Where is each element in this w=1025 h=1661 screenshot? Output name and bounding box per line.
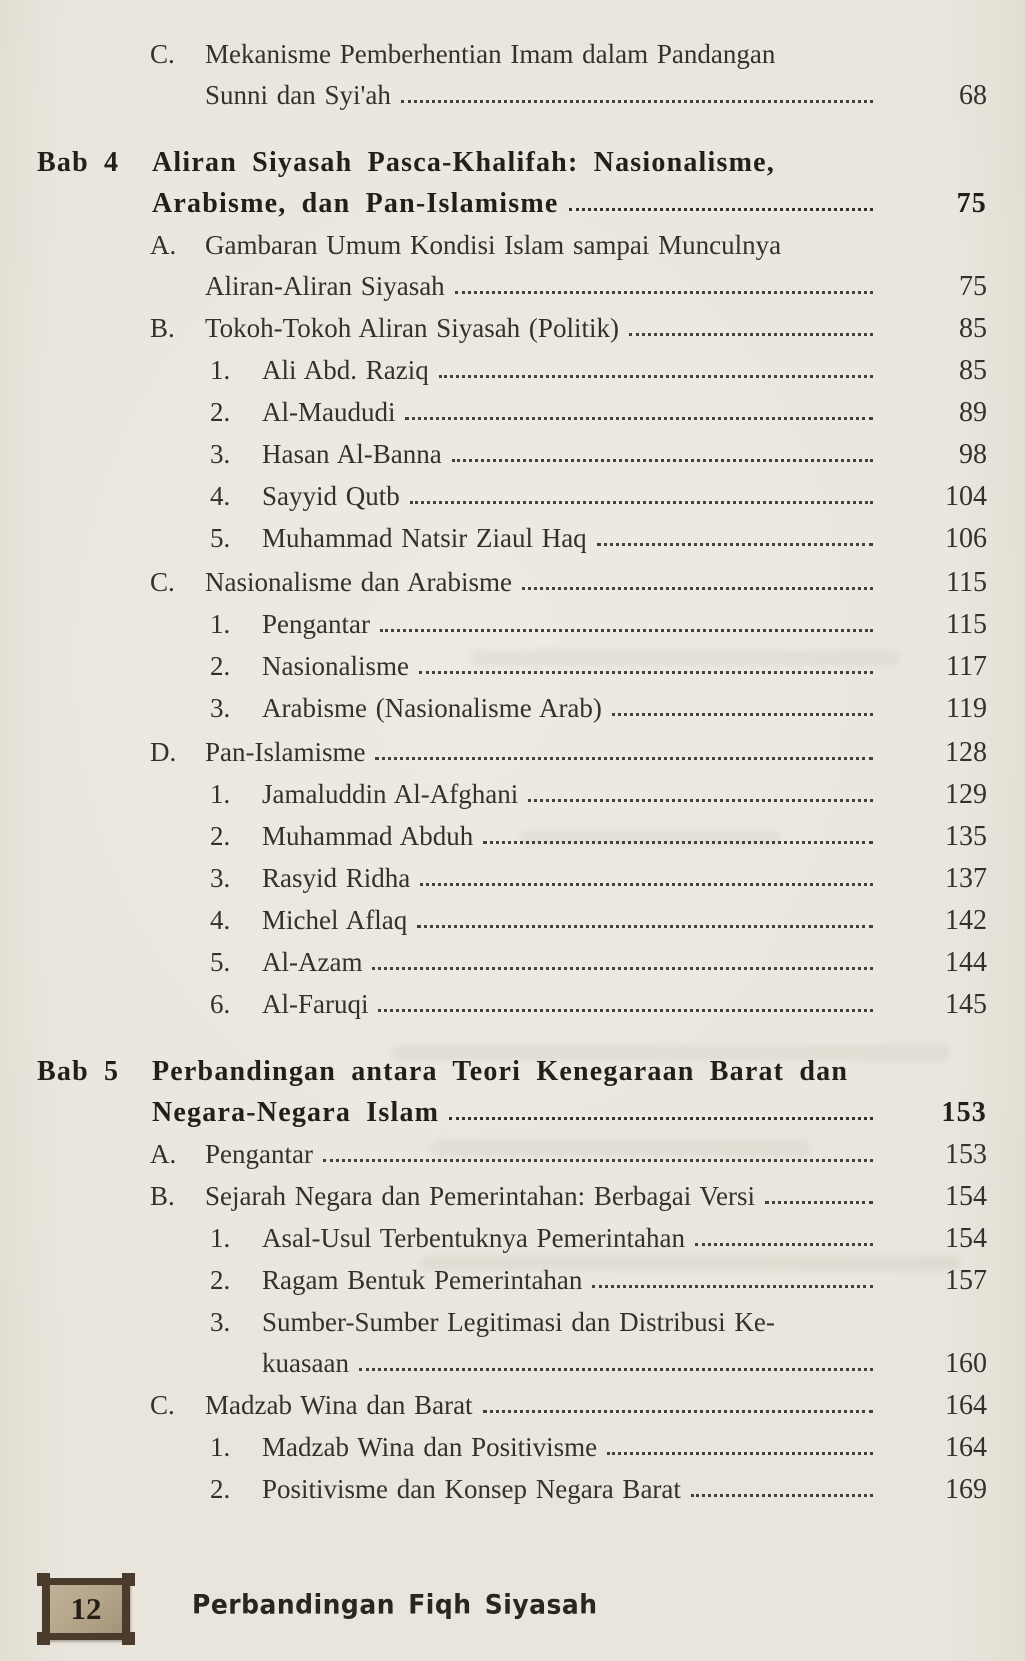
leader-dots bbox=[375, 757, 873, 760]
leader-dots bbox=[405, 417, 873, 420]
badge-corner-ornament bbox=[37, 1573, 50, 1586]
toc-marker: 3. bbox=[210, 1307, 231, 1337]
toc-row bbox=[37, 906, 987, 935]
badge-corner-ornament bbox=[37, 1632, 50, 1645]
toc-text: Pan-Islamisme bbox=[205, 737, 366, 767]
leader-dots bbox=[629, 333, 873, 336]
toc-marker: B. bbox=[150, 313, 175, 343]
page-number-badge bbox=[42, 1578, 130, 1640]
toc-row bbox=[37, 1058, 987, 1086]
leader-dots bbox=[359, 1368, 873, 1371]
toc-row bbox=[37, 1433, 987, 1462]
toc-row bbox=[37, 1099, 987, 1127]
toc-page-number: 85 bbox=[959, 355, 987, 386]
book-title: Perbandingan Fiqh Siyasah bbox=[192, 1588, 598, 1621]
toc-page-number: 160 bbox=[945, 1348, 987, 1379]
toc-page-number: 75 bbox=[959, 271, 987, 302]
toc-row bbox=[37, 356, 987, 385]
toc-row bbox=[37, 524, 987, 553]
toc-text: Madzab Wina dan Positivisme bbox=[262, 1432, 598, 1462]
leader-dots bbox=[597, 543, 873, 546]
toc-page-number: 164 bbox=[945, 1390, 987, 1421]
leader-dots bbox=[695, 1243, 873, 1246]
toc-page-number: 68 bbox=[959, 80, 987, 111]
leader-dots bbox=[455, 291, 873, 294]
toc-row bbox=[37, 231, 987, 259]
toc-text: Ragam Bentuk Pemerintahan bbox=[262, 1265, 583, 1295]
toc-row bbox=[37, 864, 987, 893]
toc-marker: C. bbox=[150, 39, 175, 69]
toc-page-number: 106 bbox=[945, 523, 987, 554]
toc-text: Al-Faruqi bbox=[262, 989, 369, 1019]
leader-dots bbox=[592, 1285, 873, 1288]
toc-text: Pengantar bbox=[262, 609, 370, 639]
toc-marker: 3. bbox=[210, 863, 231, 893]
toc-page-number: 135 bbox=[945, 821, 987, 852]
toc-marker: 5. bbox=[210, 947, 231, 977]
toc-marker: 2. bbox=[210, 821, 231, 851]
toc-text: Negara-Negara Islam bbox=[152, 1097, 440, 1128]
toc-marker: 4. bbox=[210, 481, 231, 511]
toc-marker: D. bbox=[150, 737, 177, 767]
toc-text: Nasionalisme bbox=[262, 651, 409, 681]
toc-marker: 4. bbox=[210, 905, 231, 935]
toc-text: Arabisme (Nasionalisme Arab) bbox=[262, 693, 602, 723]
toc-text: Positivisme dan Konsep Negara Barat bbox=[262, 1474, 681, 1504]
leader-dots bbox=[410, 501, 873, 504]
leader-dots bbox=[378, 1009, 873, 1012]
toc-row bbox=[37, 1349, 987, 1378]
toc-row bbox=[37, 314, 987, 343]
toc-row bbox=[37, 948, 987, 977]
leader-dots bbox=[691, 1494, 873, 1497]
toc-row bbox=[37, 1140, 987, 1169]
leader-dots bbox=[528, 799, 873, 802]
toc-row bbox=[37, 738, 987, 767]
toc-row bbox=[37, 990, 987, 1019]
toc-text: Rasyid Ridha bbox=[262, 863, 411, 893]
leader-dots bbox=[417, 925, 873, 928]
leader-dots bbox=[449, 1117, 873, 1120]
toc-marker: 2. bbox=[210, 1265, 231, 1295]
leader-dots bbox=[569, 208, 873, 211]
toc-row bbox=[37, 694, 987, 723]
toc-text: Nasionalisme dan Arabisme bbox=[205, 567, 512, 597]
toc-row bbox=[37, 1308, 987, 1336]
leader-dots bbox=[372, 967, 873, 970]
badge-corner-ornament bbox=[122, 1632, 135, 1645]
toc-row bbox=[37, 1182, 987, 1211]
toc-text: Sayyid Qutb bbox=[262, 481, 400, 511]
toc-row bbox=[37, 1391, 987, 1420]
toc-page-number: 129 bbox=[945, 779, 987, 810]
toc-marker: 2. bbox=[210, 651, 231, 681]
toc-text: Aliran Siyasah Pasca-Khalifah: Nasionalisme, bbox=[152, 147, 775, 178]
toc-page-number: 85 bbox=[959, 313, 987, 344]
toc-row bbox=[37, 652, 987, 681]
toc-text: Sejarah Negara dan Pemerintahan: Berbagai Versi bbox=[205, 1181, 756, 1211]
toc-row bbox=[37, 190, 987, 218]
toc-row bbox=[37, 1475, 987, 1504]
toc-text: Jamaluddin Al-Afghani bbox=[262, 779, 519, 809]
toc-text: Hasan Al-Banna bbox=[262, 439, 442, 469]
toc-page-number: 104 bbox=[945, 481, 987, 512]
toc-marker: 1. bbox=[210, 355, 231, 385]
toc-row bbox=[37, 440, 987, 469]
toc-row bbox=[37, 568, 987, 597]
leader-dots bbox=[401, 100, 873, 103]
toc-row bbox=[37, 780, 987, 809]
leader-dots bbox=[607, 1452, 873, 1455]
toc-page-number: 128 bbox=[945, 737, 987, 768]
toc-row bbox=[37, 40, 987, 68]
toc-text: Madzab Wina dan Barat bbox=[205, 1390, 473, 1420]
toc-text: Pengantar bbox=[205, 1139, 313, 1169]
leader-dots bbox=[323, 1159, 873, 1162]
toc-page-number: 115 bbox=[946, 609, 987, 640]
toc-text: Asal-Usul Terbentuknya Pemerintahan bbox=[262, 1223, 686, 1253]
toc-marker: 1. bbox=[210, 609, 231, 639]
toc-text: Aliran-Aliran Siyasah bbox=[205, 271, 445, 301]
toc-page-number: 98 bbox=[959, 439, 987, 470]
toc-row bbox=[37, 149, 987, 177]
toc-text: Al-Azam bbox=[262, 947, 363, 977]
leader-dots bbox=[420, 883, 873, 886]
toc-text: Al-Maududi bbox=[262, 397, 396, 427]
toc-row bbox=[37, 482, 987, 511]
leader-dots bbox=[483, 1410, 873, 1413]
toc-marker: A. bbox=[150, 1139, 177, 1169]
toc-marker: Bab 5 bbox=[37, 1056, 120, 1087]
toc-text: Tokoh-Tokoh Aliran Siyasah (Politik) bbox=[205, 313, 619, 343]
toc-row bbox=[37, 610, 987, 639]
leader-dots bbox=[612, 713, 873, 716]
toc-marker: C. bbox=[150, 1390, 175, 1420]
toc-page-number: 154 bbox=[945, 1181, 987, 1212]
table-of-contents bbox=[37, 40, 987, 1517]
toc-page-number: 119 bbox=[946, 693, 987, 724]
toc-row bbox=[37, 822, 987, 851]
toc-marker: 5. bbox=[210, 523, 231, 553]
toc-page-number: 115 bbox=[946, 567, 987, 598]
toc-text: Gambaran Umum Kondisi Islam sampai Munculnya bbox=[205, 230, 782, 260]
toc-text: Muhammad Abduh bbox=[262, 821, 474, 851]
leader-dots bbox=[452, 459, 873, 462]
toc-page-number: 157 bbox=[945, 1265, 987, 1296]
toc-row bbox=[37, 1266, 987, 1295]
toc-row bbox=[37, 272, 987, 301]
toc-marker: B. bbox=[150, 1181, 175, 1211]
toc-page-number: 164 bbox=[945, 1432, 987, 1463]
toc-row bbox=[37, 81, 987, 110]
page-footer bbox=[0, 1576, 1025, 1646]
toc-page-number: 144 bbox=[945, 947, 987, 978]
toc-page-number: 153 bbox=[945, 1139, 987, 1170]
toc-page-number: 153 bbox=[941, 1097, 987, 1128]
toc-text: Perbandingan antara Teori Kenegaraan Barat dan bbox=[152, 1056, 849, 1087]
toc-page-number: 145 bbox=[945, 989, 987, 1020]
toc-page-number: 169 bbox=[945, 1474, 987, 1505]
leader-dots bbox=[765, 1201, 873, 1204]
toc-page-number: 117 bbox=[946, 651, 987, 682]
toc-row bbox=[37, 1224, 987, 1253]
leader-dots bbox=[522, 587, 873, 590]
toc-marker: 1. bbox=[210, 779, 231, 809]
toc-marker: 3. bbox=[210, 439, 231, 469]
toc-text: Michel Aflaq bbox=[262, 905, 408, 935]
toc-text: Arabisme, dan Pan-Islamisme bbox=[152, 188, 559, 219]
toc-marker: 6. bbox=[210, 989, 231, 1019]
badge-corner-ornament bbox=[122, 1573, 135, 1586]
toc-text: Sunni dan Syi'ah bbox=[205, 80, 391, 110]
toc-page-number: 154 bbox=[945, 1223, 987, 1254]
toc-marker: A. bbox=[150, 230, 177, 260]
toc-page-number: 142 bbox=[945, 905, 987, 936]
toc-text: Muhammad Natsir Ziaul Haq bbox=[262, 523, 587, 553]
toc-page-number: 75 bbox=[956, 188, 987, 219]
toc-marker: 1. bbox=[210, 1432, 231, 1462]
toc-text: Mekanisme Pemberhentian Imam dalam Pandangan bbox=[205, 39, 776, 69]
leader-dots bbox=[419, 671, 873, 674]
toc-marker: C. bbox=[150, 567, 175, 597]
toc-row bbox=[37, 398, 987, 427]
toc-page-number: 89 bbox=[959, 397, 987, 428]
toc-marker: 2. bbox=[210, 1474, 231, 1504]
leader-dots bbox=[483, 841, 873, 844]
leader-dots bbox=[439, 375, 873, 378]
toc-marker: 1. bbox=[210, 1223, 231, 1253]
toc-text: Ali Abd. Raziq bbox=[262, 355, 429, 385]
toc-marker: 2. bbox=[210, 397, 231, 427]
toc-page-number: 137 bbox=[945, 863, 987, 894]
toc-text: Sumber-Sumber Legitimasi dan Distribusi Ke- bbox=[262, 1307, 775, 1337]
page-number: 12 bbox=[50, 1585, 122, 1633]
leader-dots bbox=[380, 629, 873, 632]
toc-marker: Bab 4 bbox=[37, 147, 120, 178]
toc-text: kuasaan bbox=[262, 1348, 349, 1378]
toc-marker: 3. bbox=[210, 693, 231, 723]
